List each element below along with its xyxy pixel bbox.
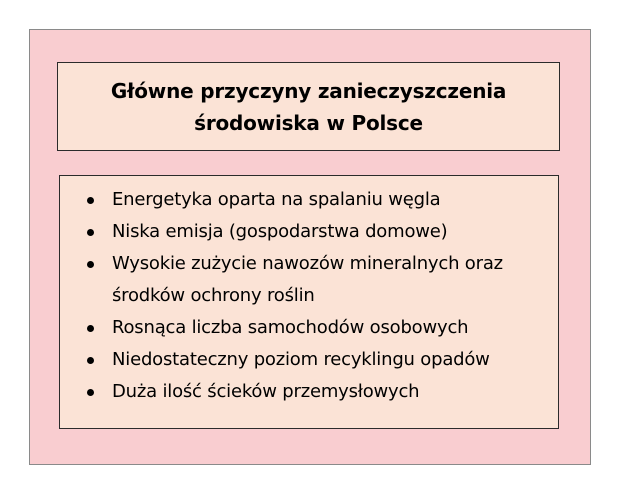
bullet-icon [87,325,94,332]
cause-text-line: Wysokie zużycie nawozów mineralnych oraz [112,253,503,274]
bullet-icon [87,229,94,236]
list-item [60,344,558,376]
causes-list [60,184,558,408]
cause-text-line: Niedostateczny poziom recyklingu opadów [112,349,490,370]
list-item [60,184,558,216]
list-item [60,216,558,248]
cause-text [112,312,558,344]
list-item [60,248,558,312]
bullet-icon [87,357,94,364]
cause-text [112,376,558,408]
cause-text-line: Niska emisja (gospodarstwa domowe) [112,221,448,242]
title-line-1: Główne przyczyny zanieczyszczenia [110,78,507,103]
title-box [57,62,560,151]
cause-text [112,248,558,312]
cause-text-line: Duża ilość ścieków przemysłowych [112,381,420,402]
title-line-2: środowiska w Polsce [194,110,423,135]
cause-text-line: Energetyka oparta na spalaniu węgla [112,189,441,210]
list-item [60,312,558,344]
list-item [60,376,558,408]
cause-text [112,216,558,248]
bullet-icon [87,261,94,268]
bullet-icon [87,389,94,396]
cause-text-line: środków ochrony roślin [112,285,315,306]
cause-text-line: Rosnąca liczba samochodów osobowych [112,317,469,338]
bullet-icon [87,197,94,204]
cause-text [112,344,558,376]
causes-box [59,175,559,429]
cause-text [112,184,558,216]
